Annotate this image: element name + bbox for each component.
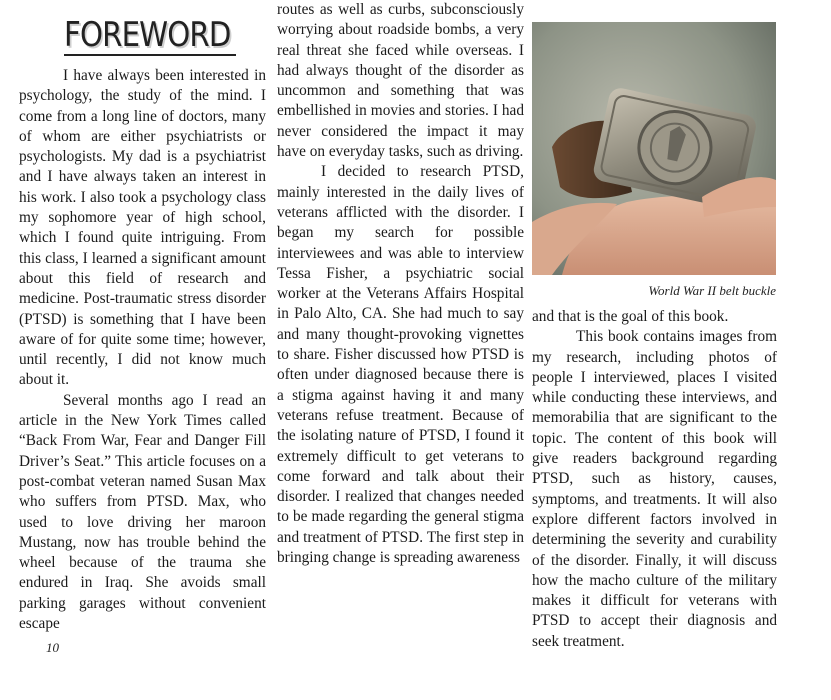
- paragraph: and that is the goal of this book.: [532, 308, 729, 325]
- paragraph: This book contains images from my research, including photos of people I interviewed, places I visited while conducting these interviews, and memorabilia that are significant to the topic. The content of this book will give readers background regarding PTSD, such as history, causes, symptoms, and treatments. It will also explore different factors involved in determining the severity and curability of the disorder. Finally, it will discuss how the macho culture of the military makes it difficult for veterans with PTSD to accept their diagnosis and seek treatment.: [532, 328, 777, 650]
- text-column-3: [532, 307, 777, 652]
- paragraph: I decided to research PTSD, mainly interested in the daily lives of veterans afflicted with the disorder. I began my search for possible interviewees and was able to interview Tessa Fisher, a psychiatric social worker at the Veterans Affairs Hospital in Palo Alto, CA. She had much to say and many thought-provoking vignettes to share. Fisher discussed how PTSD is often under diagnosed because there is a stigma against having it and many veterans refuse treatment. Because of the isolating nature of PTSD, I found it extremely difficult to get veterans to come forward and talk about their disorder. I realized that changes needed to be made regarding the general stigma and treatment of PTSD. The first step in bringing change is spreading awareness: [277, 163, 524, 567]
- paragraph: I have always been interested in psychology, the study of the mind. I come from a long line of doctors, many of whom are either psychiatrists or psychologists. My dad is a psychiatrist and I have always taken an interest in his work. I also took a psychology class my sophomore year of high school, which I found quite intriguing. From this class, I learned a significant amount about this field of research and medicine. Post-traumatic stress disorder (PTSD) is something that I have been aware of for quite some time; however, until recently, I did not know much about it.: [19, 67, 266, 389]
- paragraph: routes as well as curbs, subconsciously worrying about roadside bombs, a very real threat she faced while overseas. I had always thought of the disorder as uncommon and something that was embellished in movies and stories. I had never considered the impact it may have on everyday tasks, such as driving.: [277, 1, 524, 161]
- page-title: FOREWORD: [64, 16, 236, 56]
- page-number: 10: [46, 640, 59, 655]
- photo-caption: World War II belt buckle: [648, 283, 776, 298]
- text-column-1: [19, 66, 266, 634]
- belt-buckle-photo: [532, 22, 776, 275]
- belt-buckle-illustration: [532, 22, 776, 275]
- paragraph: Several months ago I read an article in the New York Times called “Back From War, Fear and Danger Fill Driver’s Seat.” This article focuses on a post-combat veteran named Susan Max who suffers from PTSD. Max, who used to love driving her maroon Mustang, now has trouble behind the wheel because of the trauma she endured in Iraq. She avoids small parking garages without convenient escape: [19, 391, 266, 633]
- text-column-2: [277, 0, 524, 568]
